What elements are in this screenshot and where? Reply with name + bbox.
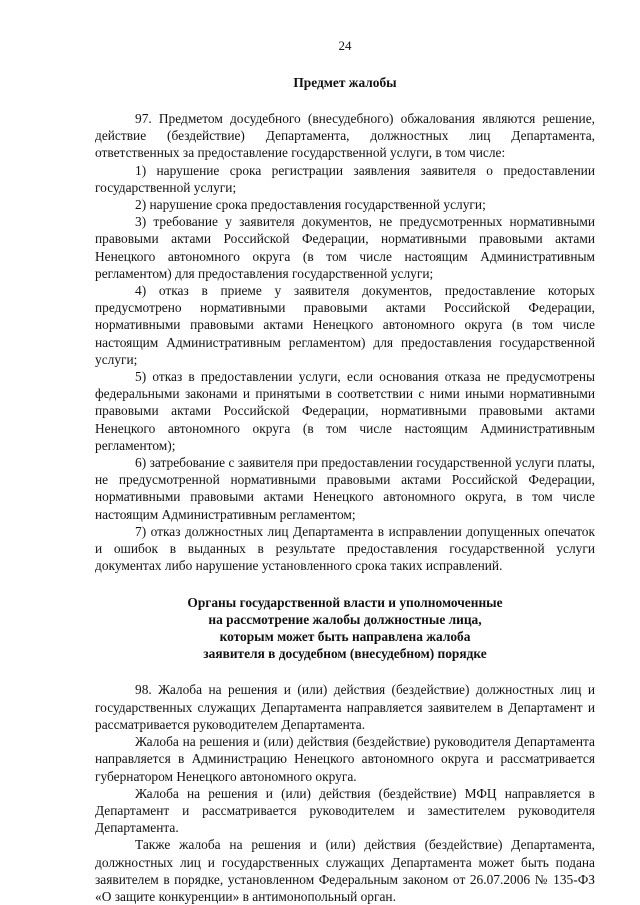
paragraph-head-complaint: Жалоба на решения и (или) действия (бездействие) руководителя Департамента направляется в Администрацию Ненецкого автономного округа и рассматривается губернатором Ненецкого автономного округа. [95, 734, 595, 784]
list-item-4: 4) отказ в приеме у заявителя документов, предоставление которых предусмотрено нормативными правовыми актами Российской Федерации, нормативными правовыми актами Ненецкого автономного округа (в том числе настоящим Административным регламентом) для предоставления государственной услуги; [95, 283, 595, 367]
list-item-7: 7) отказ должностных лиц Департамента в исправлении допущенных опечаток и ошибок в выданных в результате предоставления государственной услуги документах либо нарушение установленного срока таких исправлений. [95, 523, 595, 574]
list-item-1: 1) нарушение срока регистрации заявления заявителя о предоставлении государственной услуги; [95, 162, 595, 195]
list-item-5: 5) отказ в предоставлении услуги, если основания отказа не предусмотрены федеральными законами и принятыми в соответствии с ними иными нормативными правовыми актами Российской Федерации, нормативными правовыми актами Ненецкого автономного округа (в том числе настоящим Административным регламентом); [95, 369, 595, 453]
paragraph-98: 98. Жалоба на решения и (или) действия (бездействие) должностных лиц и государственных служащих Департамента направляется заявителем в Департамент и рассматривается руководителем Департамента. [95, 682, 595, 732]
list-item-2: 2) нарушение срока предоставления государственной услуги; [135, 197, 486, 213]
page-number: 24 [338, 38, 352, 53]
document-page [95, 38, 595, 905]
section-authorities-body [95, 681, 595, 905]
section-title-line: заявителя в досудебном (внесудебном) порядке [203, 646, 487, 662]
section-title-complaint-subject: Предмет жалобы [293, 75, 397, 90]
list-item-3: 3) требование у заявителя документов, не предусмотренных нормативными правовыми актами Российской Федерации, нормативными правовыми актами Ненецкого автономного округа (в том числе настоящим Административным регламентом) для предоставления государственной услуги; [95, 214, 595, 281]
paragraph-mfc-complaint: Жалоба на решения и (или) действия (бездействие) МФЦ направляется в Департамент и рассматривается руководителем и заместителем руководителя Департамента. [95, 785, 595, 836]
list-item-6: 6) затребование с заявителя при предоставлении государственной услуги платы, не предусмотренной нормативными правовыми актами Российской Федерации, нормативными правовыми актами Ненецкого автономного округа, в том числе настоящим Административным регламентом; [95, 455, 595, 522]
paragraph-97: 97. Предметом досудебного (внесудебного) обжалования являются решение, действие (бездействие) Департамента, должностных лиц Департамента, ответственных за предоставление государственной услуги, в том числе: [95, 111, 595, 161]
section-title-line: на рассмотрение жалобы должностные лица, [208, 612, 482, 628]
section-title-authorities [95, 594, 595, 662]
paragraph-antimonopoly: Также жалоба на решения и (или) действия (бездействие) Департамента, должностных лиц и государственных служащих Департамента может быть подана заявителем в порядке, установленном Федеральным законом от 26.07.2006 № 135-ФЗ «О защите конкуренции» в антимонопольный орган. [95, 837, 595, 904]
section-title-line: Органы государственной власти и уполномоченные [187, 595, 503, 611]
section-complaint-subject-body [95, 110, 595, 574]
section-title-line: которым может быть направлена жалоба [219, 629, 471, 645]
